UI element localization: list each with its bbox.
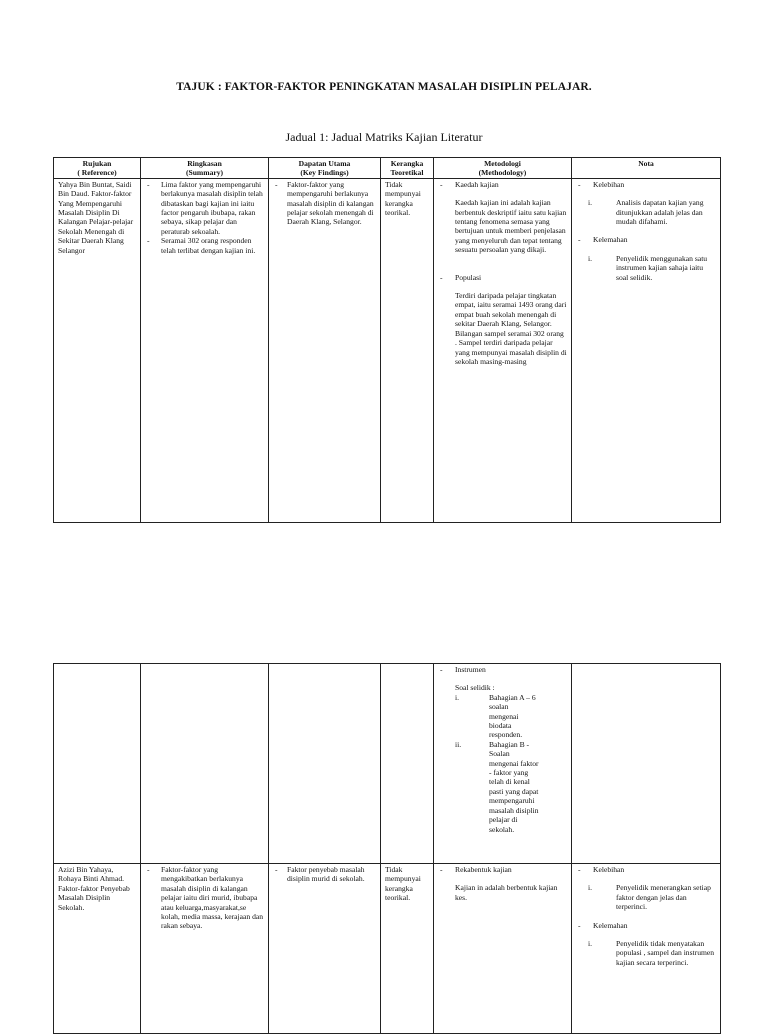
cell-metodologi [434,664,572,864]
cell-nota [572,178,721,522]
page-title: TAJUK : FAKTOR-FAKTOR PENINGKATAN MASALAH DISIPLIN PELAJAR. [176,81,592,93]
cell-dapatan [269,664,381,864]
kelebihan-heading: - Kelebihan [576,180,716,189]
cell-dapatan [269,864,381,1034]
cell-ringkasan [141,664,269,864]
cell-metodologi [434,864,572,1034]
cell-nota [572,864,721,1034]
table-row [54,864,721,1034]
kelemahan-number: i. [588,939,593,949]
item-number: i. [455,692,460,702]
cell-dapatan [269,178,381,522]
cell-kerangka: Tidak mempunyai kerangka teorikal. [381,178,434,522]
cell-rujukan: Azizi Bin Yahaya, Rohaya Binti Ahmad. Faktor-faktor Penyebab Masalah Disiplin Sekolah. [54,864,141,1034]
cell-nota [572,664,721,864]
header-dapatan: Dapatan Utama (Key Findings) [269,158,381,179]
kelemahan-heading: - Kelemahan [576,235,716,244]
populasi-text: Terdiri daripada pelajar tingkatan empat, iaitu seramai 1493 orang dari empat buah sekolah menengah di sekitar Daerah Klang, Selangor. Bilangan sampel seramai 302 orang . Sampel terdiri daripada pelajar yang mempunyai masalah disiplin di sekolah masing-masing [455,291,567,366]
list-item: - Faktor-faktor yang mengakibatkan berlakunya masalah disiplin di kalangan pelajar iaitu diri murid, ibubapa atau keluarga,masyarakat,se kolah, media massa, kerajaan dan rakan sebaya. [145,865,264,931]
kelemahan-text: Penyelidik menggunakan satu instrumen kajian sahaja iaitu soal selidik. [616,253,708,282]
header-nota: Nota [572,158,721,179]
rekabentuk-heading: - Rekabentuk kajian [438,865,567,874]
table-row [54,178,721,522]
item-text: Bahagian A – 6 soalan mengenai biodata responden. [489,692,536,740]
instrumen-heading: - Instrumen [438,665,567,674]
kaedah-text: Kaedah kajian ini adalah kajian berbentuk deskriptif iaitu satu kajian tentang fenomena semasa yang bertujuan untuk memberi penjelasan yang menyeluruh dan tepat tentang sesuatu persoalan yang dikaji. [455,198,567,255]
item-number: ii. [455,739,462,749]
cell-rujukan [54,664,141,864]
literature-matrix-table [53,157,721,523]
header-ringkasan: Ringkasan (Summary) [141,158,269,179]
cell-ringkasan [141,864,269,1034]
list-item: - Faktor penyebab masalah disiplin murid di sekolah. [273,865,376,884]
populasi-heading: - Populasi [438,273,567,282]
table-row [54,664,721,864]
soal-selidik-label: Soal selidik : [455,683,495,693]
header-metodologi: Metodologi (Methodology) [434,158,572,179]
cell-ringkasan [141,178,269,522]
kelemahan-number: i. [588,253,593,263]
kelebihan-number: i. [588,198,593,208]
cell-kerangka: Tidak mempunyai kerangka teorikal. [381,864,434,1034]
header-rujukan: Rujukan ( Reference) [54,158,141,179]
kelebihan-text: Analisis dapatan kajian yang ditunjukkan adalah jelas dan mudah difahami. [616,198,704,227]
table-title: Jadual 1: Jadual Matriks Kajian Literatur [285,130,483,144]
kelebihan-number: i. [588,883,593,893]
list-item: - Seramai 302 orang responden telah terlibat dengan kajian ini. [145,236,264,255]
kelebihan-heading: - Kelebihan [576,865,716,874]
kaedah-heading: - Kaedah kajian [438,180,567,189]
list-item: - Faktor-faktor yang mempengaruhi berlakunya masalah disiplin di kalangan pelajar sekolah menengah di Daerah Klang, Selangor. [273,180,376,227]
kelemahan-text: Penyelidik tidak menyatakan populasi , sampel dan instrumen kajian secara terperinci. [616,939,715,967]
cell-kerangka [381,664,434,864]
kelemahan-heading: - Kelemahan [576,921,716,930]
cell-rujukan: Yahya Bin Buntat, Saidi Bin Daud. Faktor-faktor Yang Mempengaruhi Masalah Disiplin Di Kalangan Pelajar-pelajar Sekolah Menengah di Sekitar Daerah Klang Selangor [54,178,141,522]
literature-matrix-table-continued [53,663,721,1034]
rekabentuk-text: Kajian in adalah berbentuk kajian kes. [455,883,558,902]
header-row [54,158,721,179]
cell-metodologi [434,178,572,522]
header-kerangka: Kerangka Teoretikal [381,158,434,179]
kelebihan-text: Penyelidik menerangkan setiap faktor dengan jelas dan terperinci. [616,883,711,912]
item-text: Bahagian B - Soalan mengenai faktor - faktor yang telah di kenal pasti yang dapat mempengaruhi masalah disiplin pelajar di sekolah. [489,739,539,834]
list-item: - Lima faktor yang mempengaruhi berlakunya masalah disiplin telah dibataskan bagi kajian ini iaitu factor pengaruh ibubapa, rakan sebaya, sikap pelajar dan peraturab sekoalah. [145,180,264,236]
